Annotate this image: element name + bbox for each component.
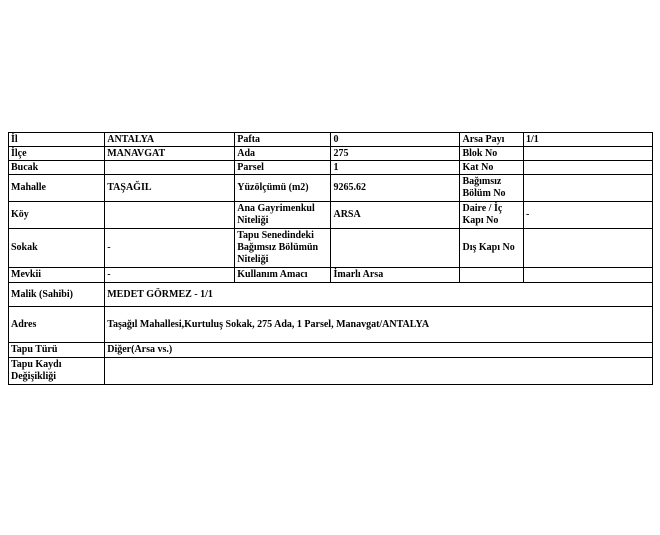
- value-il: ANTALYA: [105, 133, 235, 147]
- value-ilce: MANAVGAT: [105, 147, 235, 161]
- value-bucak: [105, 161, 235, 175]
- label-dis-kapi-no: Dış Kapı No: [460, 229, 523, 268]
- label-ada: Ada: [235, 147, 331, 161]
- table-row: [9, 202, 653, 229]
- label-ilce: İlçe: [9, 147, 105, 161]
- value-pafta: 0: [331, 133, 460, 147]
- label-sokak: Sokak: [9, 229, 105, 268]
- property-deed-table: [8, 132, 653, 385]
- label-arsa-payi: Arsa Payı: [460, 133, 523, 147]
- value-bagimsiz-bolum-niteligi: [331, 229, 460, 268]
- label-il: İl: [9, 133, 105, 147]
- label-adres: Adres: [9, 307, 105, 343]
- empty-cell: [460, 268, 523, 283]
- table-row: [9, 133, 653, 147]
- empty-cell: [523, 268, 652, 283]
- label-mahalle: Mahalle: [9, 175, 105, 202]
- table-row: [9, 268, 653, 283]
- value-malik: MEDET GÖRMEZ - 1/1: [105, 283, 653, 307]
- value-sokak: -: [105, 229, 235, 268]
- label-yuzolcumu: Yüzölçümü (m2): [235, 175, 331, 202]
- table-row: [9, 358, 653, 385]
- value-blok-no: [523, 147, 652, 161]
- label-kat-no: Kat No: [460, 161, 523, 175]
- label-bagimsiz-bolum-no: Bağımsız Bölüm No: [460, 175, 523, 202]
- label-malik: Malik (Sahibi): [9, 283, 105, 307]
- value-mevkii: -: [105, 268, 235, 283]
- table-row: [9, 307, 653, 343]
- label-bagimsiz-bolum-niteligi: Tapu Senedindeki Bağımsız Bölümün Niteliği: [235, 229, 331, 268]
- label-pafta: Pafta: [235, 133, 331, 147]
- value-daire-ic-kapi-no: -: [523, 202, 652, 229]
- label-tapu-kaydi-degisikligi: Tapu Kaydı Değişikliği: [9, 358, 105, 385]
- label-kullanim-amaci: Kullanım Amacı: [235, 268, 331, 283]
- value-ada: 275: [331, 147, 460, 161]
- table-row: [9, 283, 653, 307]
- label-mevkii: Mevkii: [9, 268, 105, 283]
- value-parsel: 1: [331, 161, 460, 175]
- value-koy: [105, 202, 235, 229]
- value-ana-gayrimenkul-niteligi: ARSA: [331, 202, 460, 229]
- table-row: [9, 161, 653, 175]
- label-daire-ic-kapi-no: Daire / İç Kapı No: [460, 202, 523, 229]
- table-row: [9, 147, 653, 161]
- table-row: [9, 343, 653, 358]
- table-row: [9, 229, 653, 268]
- label-blok-no: Blok No: [460, 147, 523, 161]
- table-row: [9, 175, 653, 202]
- value-adres: Taşağıl Mahallesi,Kurtuluş Sokak, 275 Ada, 1 Parsel, Manavgat/ANTALYA: [105, 307, 653, 343]
- label-parsel: Parsel: [235, 161, 331, 175]
- value-kat-no: [523, 161, 652, 175]
- value-yuzolcumu: 9265.62: [331, 175, 460, 202]
- value-dis-kapi-no: [523, 229, 652, 268]
- value-tapu-kaydi-degisikligi: [105, 358, 653, 385]
- value-bagimsiz-bolum-no: [523, 175, 652, 202]
- value-mahalle: TAŞAĞIL: [105, 175, 235, 202]
- label-bucak: Bucak: [9, 161, 105, 175]
- label-ana-gayrimenkul-niteligi: Ana Gayrimenkul Niteliği: [235, 202, 331, 229]
- value-arsa-payi: 1/1: [523, 133, 652, 147]
- label-koy: Köy: [9, 202, 105, 229]
- value-tapu-turu: Diğer(Arsa vs.): [105, 343, 653, 358]
- value-kullanim-amaci: İmarlı Arsa: [331, 268, 460, 283]
- label-tapu-turu: Tapu Türü: [9, 343, 105, 358]
